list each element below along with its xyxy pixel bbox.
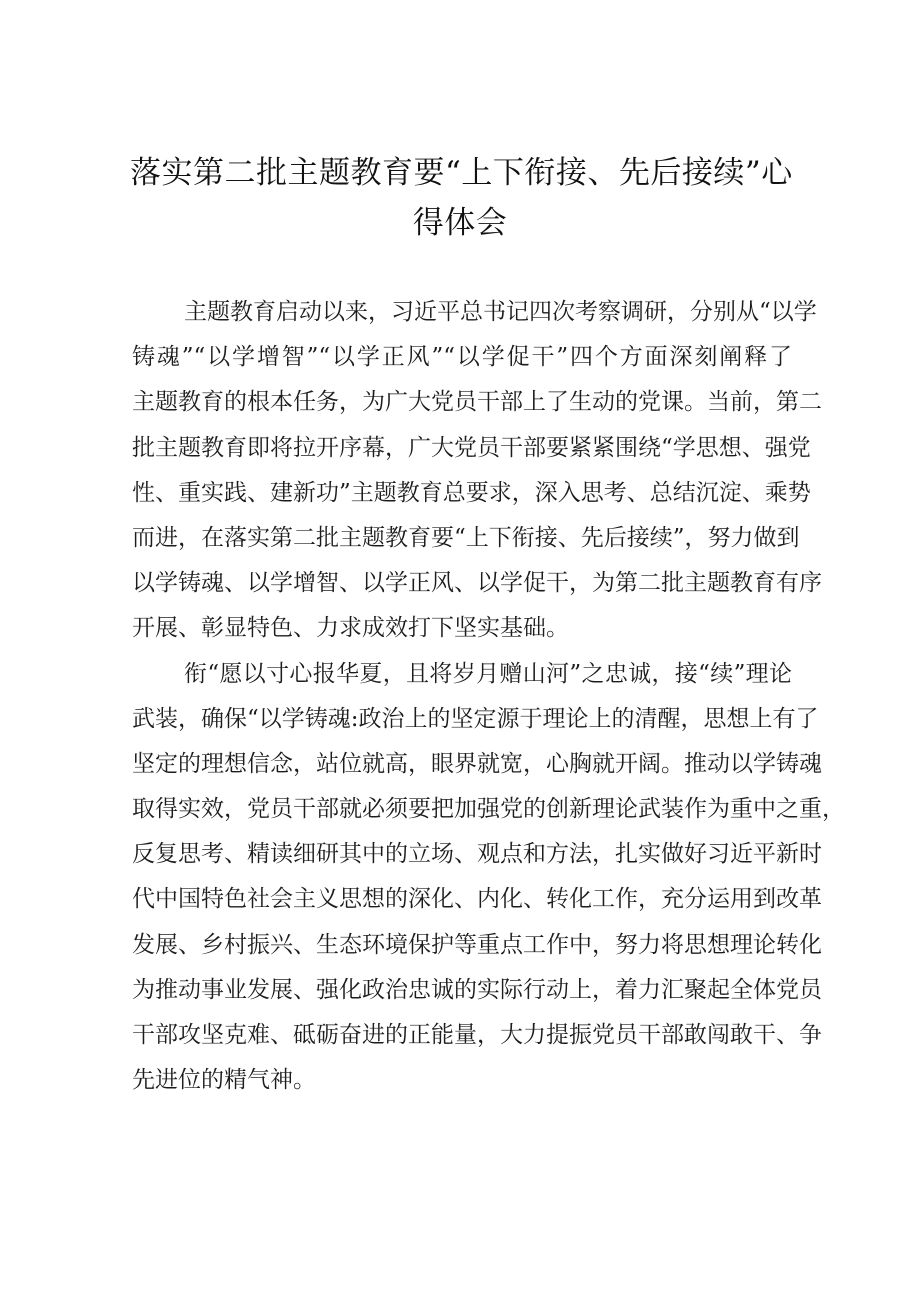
paragraph-line: 反复思考、精读细研其中的立场、观点和方法，扎实做好习近平新时	[132, 841, 822, 868]
paragraph-line: 发展、乡村振兴、生态环境保护等重点工作中，努力将思想理论转化	[132, 931, 822, 958]
title-line-1: 落实第二批主题教育要“上下衔接、先后接续”心	[130, 155, 793, 191]
paragraph-line: 开展、彰显特色、力求成效打下坚实基础。	[132, 615, 569, 642]
paragraph-2	[132, 652, 845, 1104]
document-body	[132, 290, 845, 1103]
paragraph-line: 而进，在落实第二批主题教育要“上下衔接、先后接续”，努力做到	[132, 524, 800, 551]
title-line-2: 得体会	[412, 205, 508, 241]
paragraph-line: 坚定的理想信念，站位就高，眼界就宽，心胸就开阔。推动以学铸魂	[132, 750, 822, 777]
paragraph-line: 取得实效，党员干部就必须要把加强党的创新理论武装作为重中之重，	[132, 796, 845, 823]
paragraph-line: 武装，确保“以学铸魂:政治上的坚定源于理论上的清醒，思想上有了	[132, 705, 819, 732]
paragraph-1	[132, 290, 822, 652]
paragraph-line: 主题教育的根本任务，为广大党员干部上了生动的党课。当前，第二	[132, 389, 822, 416]
paragraph-line: 干部攻坚克难、砥砺奋进的正能量，大力提振党员干部敢闯敢干、争	[132, 1022, 822, 1048]
paragraph-line: 为推动事业发展、强化政治忠诚的实际行动上，着力汇聚起全体党员	[132, 976, 822, 1003]
paragraph-line: 主题教育启动以来，习近平总书记四次考察调研，分别从“以学	[184, 299, 817, 325]
paragraph-line: 代中国特色社会主义思想的深化、内化、转化工作，充分运用到改革	[132, 886, 822, 913]
paragraph-line: 批主题教育即将拉开序幕，广大党员干部要紧紧围绕“学思想、强党	[132, 434, 811, 461]
paragraph-line: 先进位的精气神。	[132, 1067, 316, 1094]
paragraph-line: 铸魂”“以学增智”“以学正风”“以学促干”四个方面深刻阐释了	[132, 344, 792, 371]
document-title	[130, 148, 793, 248]
paragraph-line: 以学铸魂、以学增智、以学正风、以学促干，为第二批主题教育有序	[132, 570, 822, 597]
paragraph-line: 性、重实践、建新功”主题教育总要求，深入思考、总结沉淀、乘势	[132, 479, 811, 506]
paragraph-line: 衔“愿以寸心报华夏，且将岁月赠山河”之忠诚，接“续”理论	[184, 660, 792, 687]
